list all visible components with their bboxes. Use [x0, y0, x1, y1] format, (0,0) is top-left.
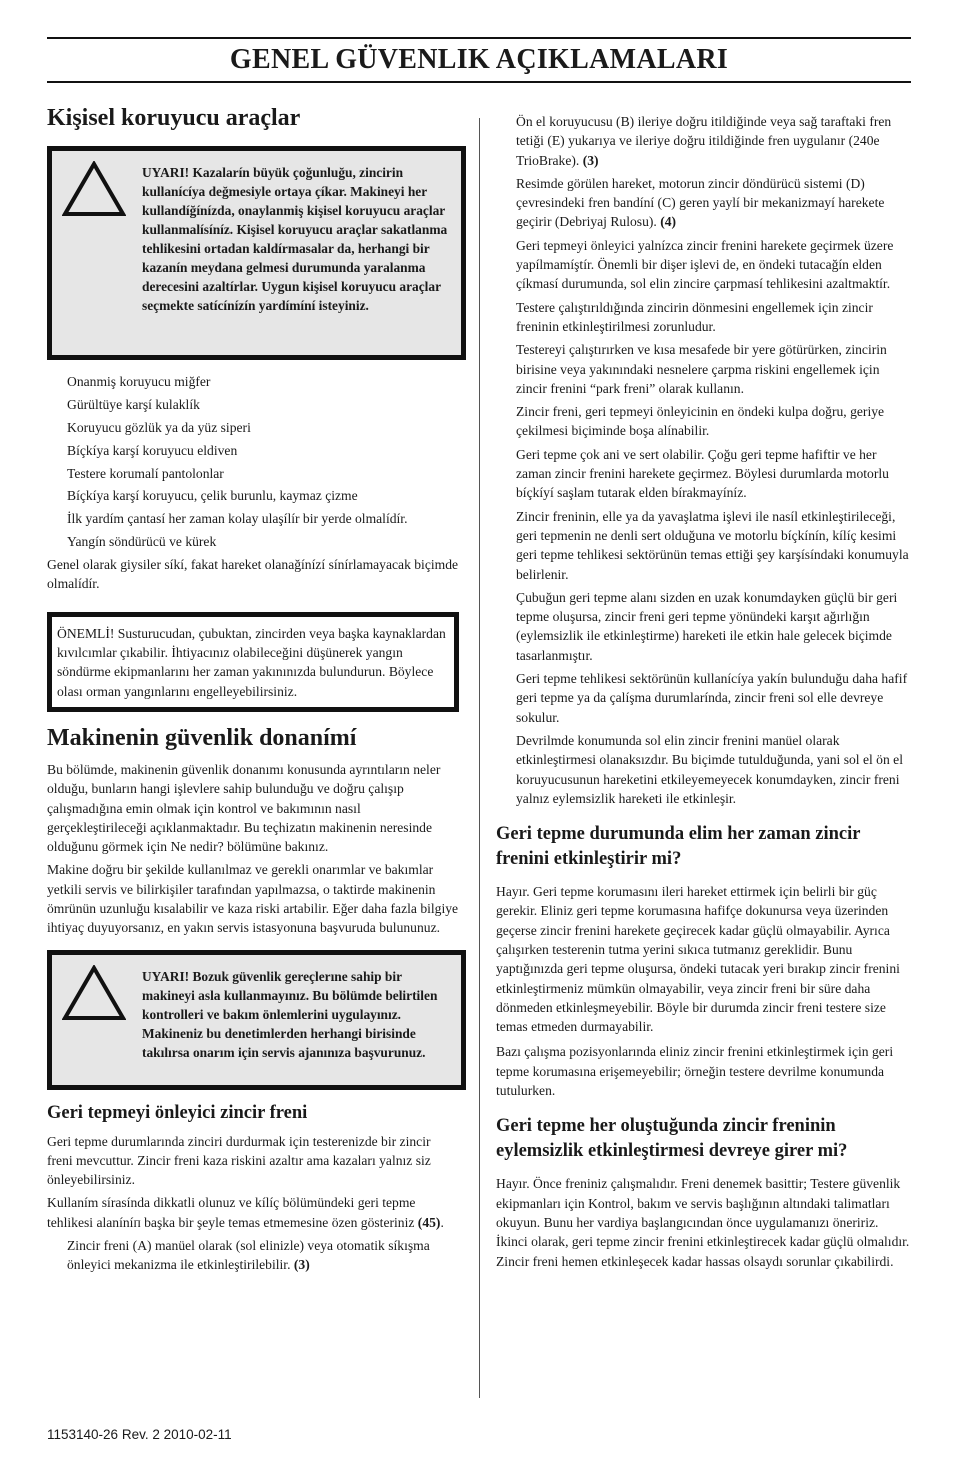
column-divider [479, 118, 480, 1398]
ppe-list [47, 372, 459, 552]
important-text: ÖNEMLİ! Susturucudan, çubuktan, zincirden veya başka kaynaklardan kıvılcımlar çıkabilir. İhtiyacınız olabileceğini düşünerek yangın söndürme ekipmanlarını her zaman yakınınızda bulundurun. Böylece olası orman yangınlarını engelleyebilirsiniz. [57, 625, 446, 699]
brake-para: Geri tepme çok ani ve sert olabilir. Çoğu geri tepme hafiftir ve her zaman zincir frenini harekete geçirmez. Böylesi durumlarda motorlu bíçkíyí saşlam tutarak elden bírakmayíníz. [516, 446, 889, 501]
faq1-question: Geri tepme durumunda elim her zaman zincir frenini etkinleştirir mi? [496, 824, 861, 870]
brake-para: Testere çalıştırıldığında zincirin dönmesini engellemek için zincir freninin etkinleştirilmesi zorunludur. [516, 299, 873, 334]
left-column [47, 104, 459, 1275]
list-item: Onanmiş koruyucu miğfer [67, 374, 211, 389]
figure-ref: (45) [417, 1214, 441, 1230]
safety-warning-box [47, 950, 466, 1090]
brake-para: Zincir freni, geri tepmeyi önleyicinin en öndeki kulpa doğru, geriye çekilmesi biçiminde boşa alínabilir. [516, 404, 885, 439]
clothing-note: Genel olarak giysiler síkí, fakat hareket olanağínízí sínírlamayacak biçimde olmalídír. [47, 557, 459, 592]
safety-warning-text: UYARI! Bozuk güvenlik gereçlerıne sahip bir makineyi asla kullanmayınız. Bu bölümde belirtilen kontrolleri ve bakım önlemlerini uygulayınız. Makineniz bu denetimlerden herhangi birisinde takılırsa onarım için servis ajanınıza başvurunuz. [142, 968, 438, 1060]
brake-paragraph-2-text: Kullaním sírasínda dikkatli olunuz ve kílíç bölümündeki geri tepme tehlikesi alaníníп başka bir şeyle temas etmemesine özen gösteriniz [47, 1195, 416, 1230]
brake-para: Geri tepme tehlikesi sektörünün kullanícíya yakín bulunduğu daha hafif geri tepme ya da çalíşma durumlarínda, zincir freni sol elle devreye sokulur. [516, 671, 908, 725]
brake-right-2 [496, 174, 911, 232]
brake-para: Devrilmde konumunda sol elin zincir frenini manüel olarak etkinleştirmesi olanaksızdır. Bu biçimde tutulduğunda, yani sol el ön el koruyucusunun hareketini etkileyemeyecek konumdayken, zincir freni yalnız eylemsizlik hareketi ile etkinleşir. [516, 732, 903, 806]
footer-doc-id: 1153140-26 Rev. 2 2010-02-11 [47, 1427, 232, 1442]
ppe-warning-box [47, 146, 466, 360]
brake-heading: Geri tepmeyi önleyici zincir freni [47, 1102, 308, 1123]
safety-paragraph-1: Bu bölümde, makinenin güvenlik donanımı konusunda ayrıntıların neler olduğu, bunların hangi işlevlere sahip bulunduğu ve doğru çalışıp çalışmadığına emin olmak için kontrol ve bakımının nasıl gerçekleştirileceği açıklanmaktadır. Bu teçhizatın makinenin neresinde olduğunu görmek için Ne nedir? bölümüne bakınız. [47, 761, 441, 855]
brake-paragraph-2: Kullaním sírasínda dikkatli olunuz ve kílíç bölümündeki geri tepme tehlikesi alaníníп başka bir şeyle temas etmemesine özen gösteriniz (45). [47, 1195, 444, 1230]
brake-paragraph-1: Geri tepme durumlarında zinciri durdurmak için testerenizde bir zincir freni mevcuttur. Zincir freni kaza riskini azaltır ama kazaları yalnız siz önleyebilirsiniz. [47, 1133, 431, 1188]
page-title: GENEL GÜVENLIK AÇIKLAMALARI [229, 44, 729, 75]
important-box [47, 612, 459, 712]
safety-paragraph-2: Makine doğru bir şekilde kullanılmaz ve gerekli onarımlar ve bakımlar yetkili servis ve bilirkişiler tarafından yapılmazsa, o taktirde makinenin ömrünün uzunluğu kısalabilir ve kaza riski artabilir. Eğer daha fazla bilgiye ihtiyaç duyuyorsanız, en yakın servis istasyonuna başvuruda bulununuz. [47, 862, 459, 936]
warning-triangle-icon [62, 161, 126, 217]
safety-heading: Makinenin güvenlik donanímí [47, 724, 357, 751]
list-item: Bíçkíya karşí koruyucu eldiven [67, 442, 238, 458]
list-item: İlk yardím çantasí her zaman kolay ulaşílír bir yerde olmalídír. [67, 511, 408, 527]
faq2-answer-1: Hayır. Önce freniniz çalışmalıdır. Freni denemek basittir; Testere güvenlik ekipmanları için Kontrol, bakım ve servis başlığının altındaki talimatları okuyun. Bunu her vardiya başlangıcından önce uygulamanızı öneririz. İkinci olarak, geri tepme zincir frenini etkinleştirecek kadar güçlü olmalıdır. Zincir freni hemen etkinleşecek kadar hassas olsaydı sorunlar çıkabilirdi. [496, 1176, 910, 1269]
title-rule-top [47, 37, 911, 39]
brake-paragraph-3-text: Zincir freni (A) manüel olarak (sol elinizle) veya otomatik síkışma önleyici mekanizma ile etkinleştirilebilir. [67, 1238, 430, 1273]
brake-para: Geri tepmeyi önleyici yalnízca zincir frenini harekete geçirmek üzere yapílmamíştír. Önemli bir dişer işlevi de, en öndeki tutacağín elden çíkmasí durumunda, sol elin zincire çarpmasí tehlikesini azaltmaktír. [516, 237, 894, 292]
brake-right-1-text: Ön el koruyucusu (B) ileriye doğru itildiğinde veya sağ taraftaki fren tetiği (E) yukarıya ve ileriye doğru itildiğinde fren uygulanır (240e TrioBrake). [516, 114, 892, 168]
list-item: Gürültüye karşí kulaklík [67, 396, 200, 412]
brake-right-2-text: Resimde görülen hareket, motorun zincir döndürücü sistemi (D) çevresindeki fren bandíní (C) geren yaylí bir mekanizmayí harekete geçirir (Debriyaj Rulosu). [516, 175, 885, 230]
title-rule-bottom [47, 81, 911, 83]
brake-para: Zincir freninin, elle ya da yavaşlatma işlevi ile nasíl etkinleştirileceği, geri tepmenin ne denli sert olduğuna ve motorlu bíçkínín, kílíç kesimi geri tepme tehlikesi sektörünün temas ettiği şey karşísíndaki konumuyla belirlenir. [516, 508, 909, 582]
brake-para: Çubuğun geri tepme alanı sizden en uzak konumdayken güçlü bir geri tepme oluşursa, zincir freni geri tepme yönündeki karşıt ağırlığın (eylemsizlik ile etkinleştirme) hareketi ile etkin hale gelecek biçimde tasarlanmıştır. [516, 589, 898, 663]
figure-ref: (3) [582, 152, 599, 168]
figure-ref: (3) [293, 1257, 310, 1273]
faq1-answer-1: Hayır. Geri tepme korumasını ileri hareket ettirmek için belirli bir güç gerekir. Eliniz geri tepme korumasına hafifçe dokunursa veya üzerinden geçerse zincir frenini harekete geçirecek kadar güçlü olmayabilir. Ayrıca çalışırken testerenin tutma yerini sıkıca tutmanız gereklidir. Bunu yaptığınızda geri tepme oluşursa, öndeki tutacak yeri bırakıp zincir frenini etkinleştirmeniz mümkün olmayabilir, veya zincir freni bir süre daha dönmeden etkinleşmeyebilir. Böyle bir durumda zincir freni testere size temas etmeden durmayabilir. [496, 884, 900, 1035]
ppe-heading: Kişisel koruyucu araçlar [47, 105, 301, 131]
brake-right-1 [496, 112, 911, 170]
faq1-answer-2: Bazı çalışma pozisyonlarında eliniz zincir frenini etkinleştirmek için geri tepme korumasına erişemeyebilir; örneğin testere devrilme konumunda tutulurken. [496, 1044, 894, 1099]
faq2-question: Geri tepme her oluştuğunda zincir freninin eylemsizlik etkinleştirmesi devreye girer mi? [496, 1116, 848, 1162]
figure-ref: (4) [660, 214, 677, 230]
list-item: Koruyucu gözlük ya da yüz siperi [67, 419, 251, 435]
list-item: Yangín söndürücü ve kürek [67, 534, 217, 550]
warning-triangle-icon [62, 965, 126, 1021]
ppe-warning-text: UYARI! Kazalarín büyük çoğunluğu, zincirin kullanícíya değmesiyle ortaya çíkar. Makineyi her kullandíğínízda, onaylanmiş kişisel koruyucu araçlar kullanmalísíníz. Kişisel koruyucu araçlar sakatlanma tehlikesini ortadan kaldírmasalar da, herhangi bir kazanín meydana gelmesi durumunda yaralanma derecesini azaltírlar. Uygun kişisel koruyucu araçlar seçmekte satícínízín yardímíní isteyiniz. [142, 165, 448, 313]
list-item: Testere korumalí pantolonlar [67, 465, 224, 481]
list-item: Bíçkíya karşí koruyucu, çelik burunlu, kaymaz çizme [67, 488, 358, 504]
brake-paragraph-3 [47, 1236, 459, 1275]
brake-para: Testereyi çalıştırırken ve kısa mesafede bir yere götürürken, zincirin birisine veya yakınındaki nesnelere çarpma riskini engellemek için zincir frenini “park freni” olarak kullanın. [516, 342, 887, 396]
right-column [496, 112, 911, 1271]
